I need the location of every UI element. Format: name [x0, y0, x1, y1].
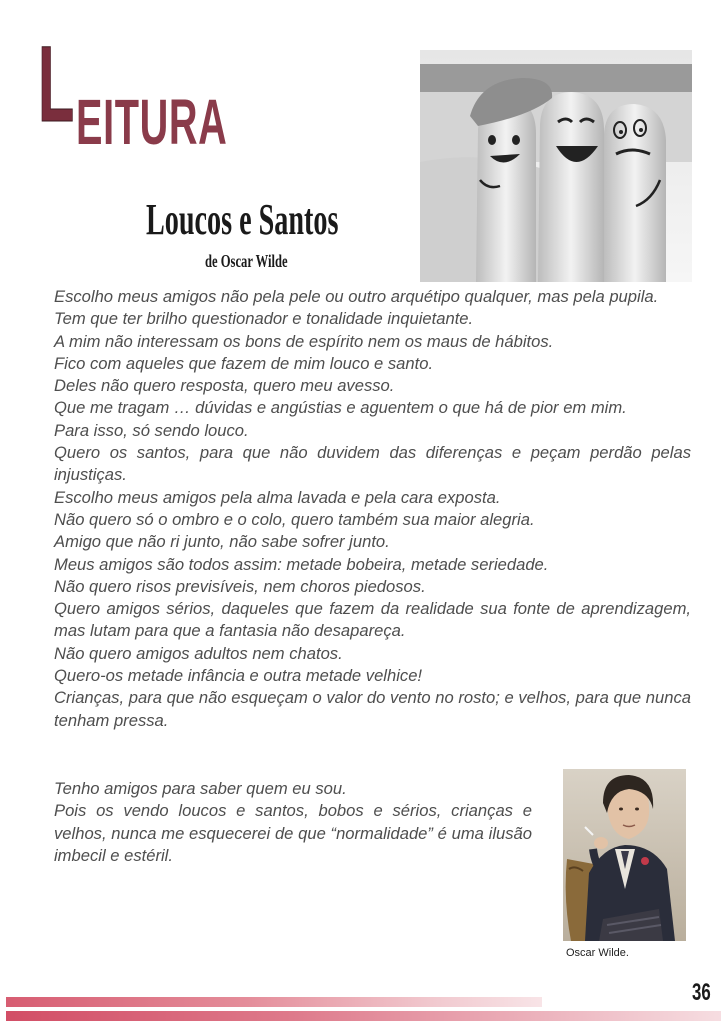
poem-line: Amigo que não ri junto, não sabe sofrer junto. [54, 532, 390, 552]
poem-line: Que me tragam … dúvidas e angústias e aguentem o que há de pior em mim. [54, 398, 627, 418]
section-heading-initial: L [38, 23, 75, 144]
poem-title: Loucos e Santos [146, 195, 339, 244]
poem-line: Fico com aqueles que fazem de mim louco e santo. [54, 353, 434, 373]
portrait-caption: Oscar Wilde. [566, 947, 629, 959]
poem-closing-line: Tenho amigos para saber quem eu sou. [54, 779, 347, 798]
poem-line: Para isso, só sendo louco. [54, 420, 249, 440]
poem-line: Escolho meus amigos pela alma lavada e pela cara exposta. [54, 487, 501, 507]
poem-line: Tem que ter brilho questionador e tonalidade inquietante. [54, 309, 474, 329]
poem-line: Deles não quero resposta, quero meu avesso. [54, 376, 395, 396]
poem-line: A mim não interessam os bons de espírito nem os maus de hábitos. [54, 331, 554, 351]
oscar-wilde-portrait [563, 769, 686, 941]
poem-body [54, 286, 691, 732]
poem-line: Quero-os metade infância e outra metade velhice! [54, 666, 423, 686]
poem-line: Quero amigos sérios, daqueles que fazem da realidade sua fonte de aprendizagem, mas lutam para que a fantasia não desapareça. [54, 599, 691, 641]
poem-line: Não quero amigos adultos nem chatos. [54, 643, 343, 663]
poem-line: Quero os santos, para que não duvidem das diferenças e peçam perdão pelas injustiças. [54, 443, 691, 485]
finger-faces-photo [420, 50, 692, 282]
poem-line: Não quero só o ombro e o colo, quero também sua maior alegria. [54, 509, 535, 529]
poem-line: Meus amigos são todos assim: metade bobeira, metade seriedade. [54, 554, 549, 574]
poem-line: Não quero risos previsíveis, nem choros piedosos. [54, 576, 426, 596]
poem-line: Escolho meus amigos não pela pele ou outro arquétipo qualquer, mas pela pupila. [54, 287, 659, 306]
footer-bar-lower [6, 1011, 721, 1021]
section-heading [38, 23, 238, 158]
page-number: 36 [692, 979, 711, 1006]
footer-bar-upper [6, 997, 542, 1007]
section-heading-rest: EITURA [76, 86, 228, 158]
poem-closing-line: Pois os vendo loucos e santos, bobos e sérios, crianças e velhos, nunca me esquecerei de que “normalidade” é uma ilusão imbecil e estéril. [54, 801, 532, 865]
poem-line: Crianças, para que não esqueçam o valor do vento no rosto; e velhos, para que nunca tenham pressa. [54, 688, 691, 730]
poem-closing [54, 778, 532, 867]
poem-author: de Oscar Wilde [205, 251, 288, 271]
